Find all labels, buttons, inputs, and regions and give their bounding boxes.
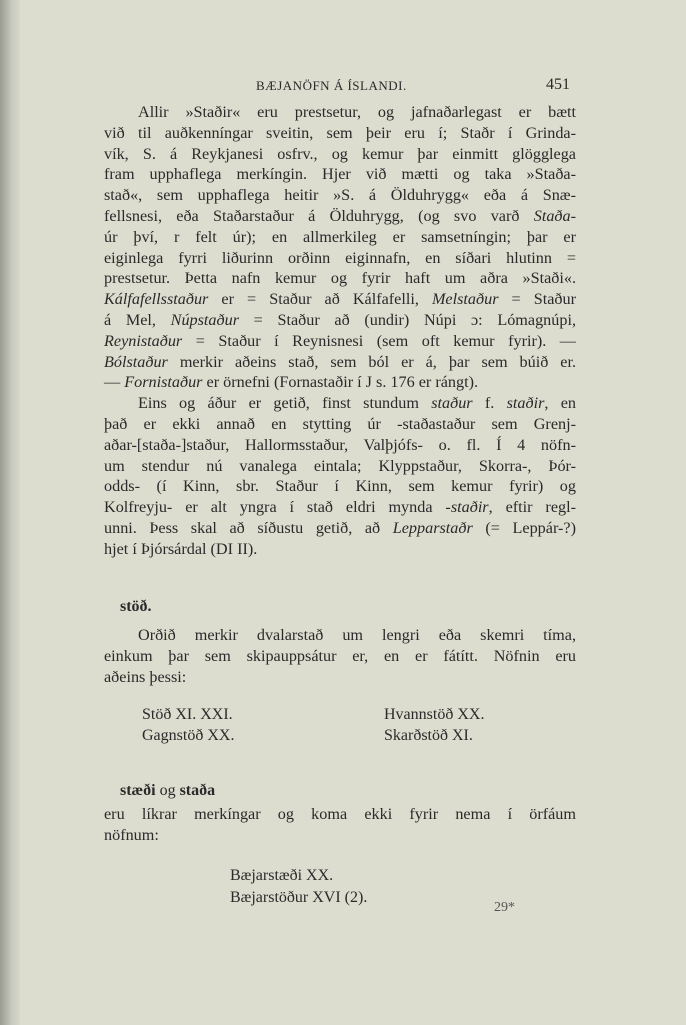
- text-line: [104, 352, 576, 373]
- headword-text: stæði: [120, 782, 156, 799]
- text-span: er örnefni (Fornastaðir í J s. 176 er rángt).: [202, 373, 479, 392]
- paragraph: [104, 393, 576, 559]
- text-span: er = Staður að Kálfafelli,: [208, 290, 432, 309]
- italic-term: staðir: [450, 498, 489, 517]
- page-number: 451: [546, 76, 570, 93]
- italic-term: staðir: [506, 394, 545, 413]
- italic-term: Staða-: [533, 206, 576, 225]
- place-name: Hvannstöð XX.: [384, 706, 485, 723]
- text-line: [104, 497, 576, 518]
- text-span: merkir aðeins stað, sem ból er á, þar sem búið er.: [167, 352, 576, 371]
- text-line: við til auðkenníngar sveitin, sem þeir eru í; Staðr í Grinda-: [104, 123, 576, 142]
- text-span: unni. Þess skal að síðustu getið, að: [104, 518, 393, 537]
- name-list-staedi: [230, 865, 367, 909]
- text-line: hjet í Þjórsárdal (DI II).: [104, 539, 258, 558]
- headword-staedi: [120, 782, 215, 800]
- page-header: [100, 76, 570, 98]
- text-span: , eftir regl-: [488, 498, 576, 517]
- text-span: = Staður að (undir) Núpi ɔ: Lómagnúpi,: [239, 310, 577, 329]
- headword-stod: stöð.: [120, 598, 152, 615]
- paragraph: [104, 102, 576, 393]
- text-span: , en: [544, 394, 577, 413]
- text-line: úr því, r felt úr); en allmerkileg er samsetníngin; þar er: [104, 227, 576, 246]
- text-line: prestsetur. Þetta nafn kemur og fyrir haft um aðra »Staði«.: [104, 269, 576, 288]
- book-gutter: [0, 0, 20, 1025]
- text-line: það er ekki annað en stytting úr -staðastaður sem Grenj-: [104, 414, 576, 433]
- italic-term: staður: [431, 394, 473, 413]
- place-name: Skarðstöð XI.: [384, 727, 473, 744]
- italic-term: Reynistaður: [104, 331, 183, 350]
- text-line: [104, 310, 576, 331]
- text-span: f.: [472, 394, 507, 413]
- text-span: Kolfreyju- er alt yngra í stað eldri mynda -: [104, 498, 451, 517]
- text-line: Orðið merkir dvalarstað um lengri eða skemri tíma,: [138, 626, 576, 644]
- signature-mark: 29*: [494, 900, 515, 915]
- text-line: [104, 206, 576, 227]
- italic-term: Núpstaður: [170, 310, 240, 329]
- text-line: aðeins þessi:: [104, 667, 187, 686]
- italic-term: Kálfafellsstaður: [104, 290, 209, 309]
- stod-description: [104, 625, 576, 687]
- body-text: [104, 102, 576, 560]
- text-span: fellsnesi, eða Staðarstaður á Ölduhrygg, (og svo varð: [104, 206, 534, 225]
- place-name: Stöð XI. XXI.: [142, 706, 233, 723]
- text-line: nöfnum:: [104, 825, 159, 844]
- text-line: Allir »Staðir« eru prestsetur, og jafnaðarlegast er bætt: [138, 103, 576, 121]
- headword-text: staða: [179, 782, 216, 799]
- text-line: fram upphaflega merkíngin. Hjer við mætti og taka »Staða-: [104, 165, 576, 184]
- italic-term: Melstaður: [431, 290, 499, 309]
- text-line: [104, 331, 576, 352]
- italic-term: Lepparstaðr: [392, 518, 473, 537]
- text-line: eru líkrar merkíngar og koma ekki fyrir nema í örfáum: [104, 805, 576, 823]
- text-span: = Staður: [498, 290, 576, 309]
- text-span: = Staður í Reynisnesi (sem oft kemur fyrir). —: [182, 331, 576, 350]
- italic-term: Bólstaður: [104, 352, 168, 371]
- text-line: odds- (í Kinn, sbr. Staður í Kinn, sem kemur fyrir) og: [104, 477, 576, 496]
- text-line: [104, 518, 576, 539]
- text-span: Eins og áður er getið, finst stundum: [138, 394, 432, 413]
- staedi-description: [104, 804, 576, 846]
- headword-text: og: [155, 782, 180, 799]
- place-name: Bæjarstæði XX.: [230, 867, 334, 884]
- place-name: Gagnstöð XX.: [142, 727, 235, 744]
- text-line: [104, 289, 576, 310]
- italic-term: Fornistaður: [124, 373, 203, 392]
- text-line: einkum þar sem skipauppsátur er, en er fátítt. Nöfnin eru: [104, 646, 576, 665]
- text-span: —: [104, 373, 125, 392]
- name-list-right: [384, 704, 484, 746]
- place-name: Bæjarstöður XVI (2).: [230, 889, 368, 906]
- name-list-left: [142, 704, 234, 746]
- running-title: BÆJANÖFN Á ÍSLANDI.: [256, 78, 407, 93]
- text-line: eiginlega fyrri liðurinn orðinn eiginnafn, en síðari hlutinn =: [104, 248, 576, 267]
- text-span: á Mel,: [104, 310, 171, 329]
- text-line: um stendur nú vanalega eintala; Klyppstaður, Skorra-, Þór-: [104, 456, 576, 475]
- text-span: (= Leppár-?): [472, 518, 576, 537]
- text-line: [104, 372, 576, 393]
- text-line: [104, 393, 576, 414]
- text-line: stað«, sem upphaflega heitir »S. á Ölduhrygg« eða á Snæ-: [104, 186, 576, 205]
- text-line: aðar-[staða-]staður, Hallormsstaður, Valþjófs- o. fl. Í 4 nöfn-: [104, 435, 576, 454]
- text-line: vík, S. á Reykjanesi osfrv., og kemur þar einmitt glögglega: [104, 144, 576, 163]
